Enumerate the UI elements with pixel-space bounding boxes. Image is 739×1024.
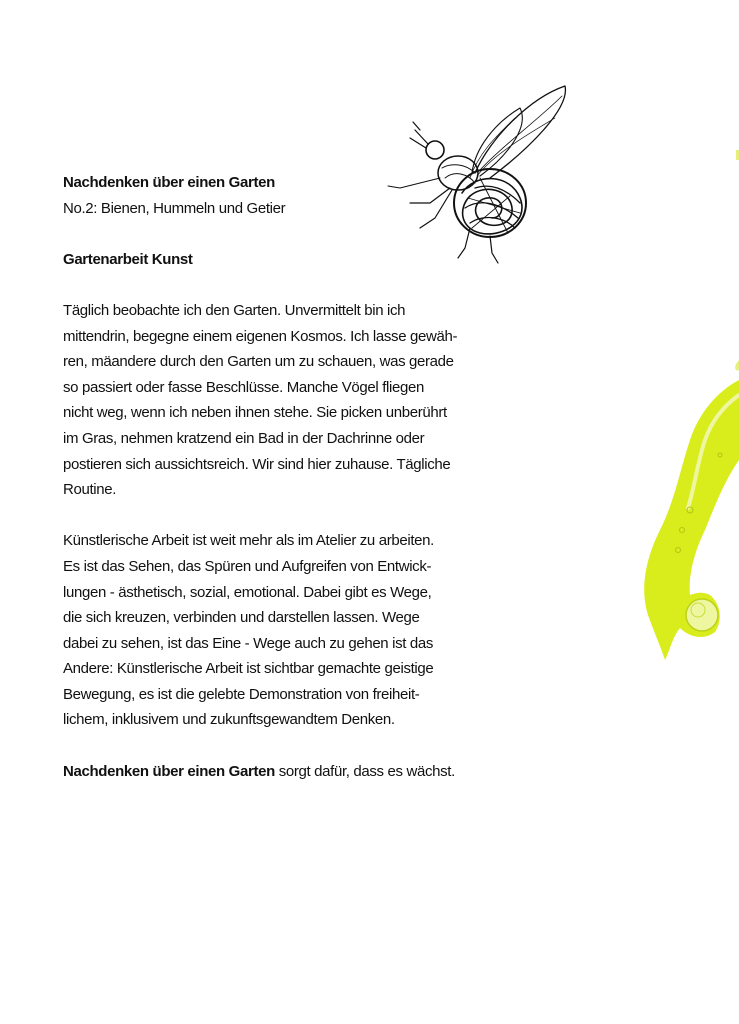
paragraph-line: postieren sich aussichtsreich. Wir sind hier zuhause. Tägliche: [63, 455, 451, 473]
paragraph-line: die sich kreuzen, verbinden und darstellen lassen. Wege: [63, 609, 420, 627]
article-text: [63, 170, 503, 784]
paragraph-line: so passiert oder fasse Beschlüsse. Manche Vögel fliegen: [63, 378, 424, 396]
paragraph-line: mittendrin, begegne einem eigenen Kosmos. Ich lasse gewäh-: [63, 327, 458, 345]
article-title: Nachdenken über einen Garten: [63, 174, 275, 191]
paragraph-line: lungen - ästhetisch, sozial, emotional. Dabei gibt es Wege,: [63, 583, 432, 601]
paragraph-line: ren, mäandere durch den Garten um zu schauen, was gerade: [63, 353, 454, 371]
paragraph-line: Täglich beobachte ich den Garten. Unvermittelt bin ich: [63, 301, 406, 319]
closing-sentence: [63, 759, 503, 785]
paragraph-line: Bewegung, es ist die gelebte Demonstration von freiheit-: [63, 685, 420, 703]
paragraph-line: Künstlerische Arbeit ist weit mehr als im Atelier zu arbeiten.: [63, 532, 434, 550]
paragraph-line: Es ist das Sehen, das Spüren und Aufgreifen von Entwick-: [63, 557, 432, 575]
paragraph-line: nicht weg, wenn ich neben ihnen stehe. Sie picken unberührt: [63, 404, 447, 422]
paragraph-line: dabei zu sehen, ist das Eine - Wege auch zu gehen ist das: [63, 634, 434, 652]
closing-bold: Nachdenken über einen Garten: [63, 762, 275, 780]
yellow-paint-splash: [630, 360, 739, 670]
article-subtitle: No.2: Bienen, Hummeln und Getier: [63, 199, 286, 217]
section-heading: Gartenarbeit Kunst: [63, 250, 193, 268]
paragraph-line: im Gras, nehmen kratzend ein Bad in der Dachrinne oder: [63, 429, 425, 447]
paragraph-observation: [63, 298, 503, 503]
paragraph-line: lichem, inklusivem und zukunftsgewandtem Denken.: [63, 711, 395, 729]
paragraph-line: Andere: Künstlerische Arbeit ist sichtbar gemachte geistige: [63, 660, 434, 678]
paragraph-artistic-work: [63, 528, 503, 733]
paragraph-line: Routine.: [63, 481, 117, 499]
closing-rest: sorgt dafür, dass es wächst.: [274, 762, 455, 780]
